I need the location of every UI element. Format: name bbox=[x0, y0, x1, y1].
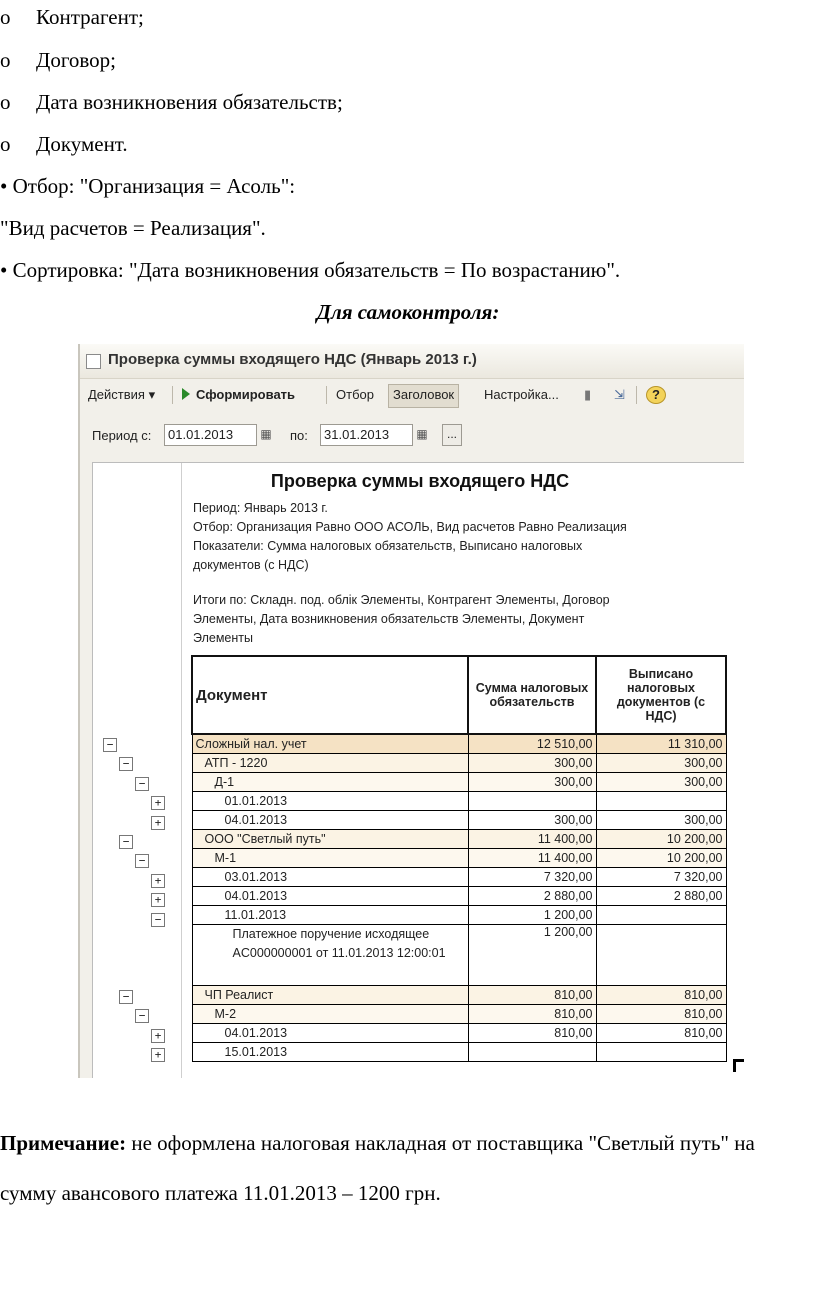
row-issued-cell: 300,00 bbox=[596, 754, 726, 773]
table-corner-marker bbox=[733, 1059, 744, 1072]
intro-item-counterparty: o Контрагент; bbox=[0, 5, 144, 29]
row-document-cell: 04.01.2013 bbox=[192, 887, 468, 906]
row-tax-sum-cell: 810,00 bbox=[468, 986, 596, 1005]
row-issued-cell bbox=[596, 906, 726, 925]
table-row[interactable] bbox=[192, 734, 726, 754]
row-tax-sum-cell bbox=[468, 792, 596, 811]
generate-button[interactable]: Сформировать bbox=[178, 384, 299, 406]
settings-button[interactable]: Настройка... bbox=[484, 387, 559, 402]
period-select-button[interactable]: ... bbox=[442, 424, 462, 446]
row-document-cell: 15.01.2013 bbox=[192, 1043, 468, 1062]
row-tax-sum-cell: 12 510,00 bbox=[468, 734, 596, 754]
row-issued-cell: 11 310,00 bbox=[596, 734, 726, 754]
row-document-cell: 03.01.2013 bbox=[192, 868, 468, 887]
row-document-cell: Платежное поручение исходящее AC000000001 от 11.01.2013 12:00:01 bbox=[192, 925, 468, 986]
table-row[interactable] bbox=[192, 1005, 726, 1024]
report-meta-line: Период: Январь 2013 г. bbox=[193, 501, 328, 515]
report-meta-line: Показатели: Сумма налоговых обязательств, Выписано налоговых bbox=[193, 539, 583, 553]
help-icon[interactable]: ? bbox=[646, 386, 666, 404]
expand-icon[interactable]: + bbox=[151, 816, 165, 830]
collapse-icon[interactable]: − bbox=[135, 854, 149, 868]
row-document-cell: 04.01.2013 bbox=[192, 1024, 468, 1043]
calendar-icon[interactable]: ▦ bbox=[416, 427, 428, 441]
table-row[interactable] bbox=[192, 754, 726, 773]
row-tax-sum-cell: 1 200,00 bbox=[468, 925, 596, 986]
collapse-icon[interactable]: − bbox=[119, 990, 133, 1004]
row-document-cell: ЧП Реалист bbox=[192, 986, 468, 1005]
row-tax-sum-cell: 810,00 bbox=[468, 1005, 596, 1024]
report-icon bbox=[86, 354, 101, 369]
table-row[interactable] bbox=[192, 925, 726, 986]
window-titlebar bbox=[80, 344, 744, 379]
expand-icon[interactable]: + bbox=[151, 874, 165, 888]
row-issued-cell: 10 200,00 bbox=[596, 849, 726, 868]
table-row[interactable] bbox=[192, 906, 726, 925]
report-meta-line: Отбор: Организация Равно ООО АСОЛЬ, Вид расчетов Равно Реализация bbox=[193, 520, 627, 534]
row-document-cell: Сложный нал. учет bbox=[192, 734, 468, 754]
row-issued-cell: 810,00 bbox=[596, 1024, 726, 1043]
row-document-cell: М-2 bbox=[192, 1005, 468, 1024]
intro-item-obligation-date: o Дата возникновения обязательств; bbox=[0, 90, 343, 114]
row-issued-cell: 2 880,00 bbox=[596, 887, 726, 906]
column-header-issued: Выписано налоговых документов (с НДС) bbox=[596, 656, 726, 734]
period-from-input[interactable]: 01.01.2013 bbox=[164, 424, 257, 446]
row-tax-sum-cell: 2 880,00 bbox=[468, 887, 596, 906]
filter-button[interactable]: Отбор bbox=[336, 387, 374, 402]
row-tax-sum-cell bbox=[468, 1043, 596, 1062]
report-table bbox=[191, 655, 727, 1062]
row-issued-cell: 810,00 bbox=[596, 1005, 726, 1024]
report-meta-line: Элементы, Дата возникновения обязательств Элементы, Документ bbox=[193, 612, 585, 626]
report-area bbox=[92, 462, 744, 1078]
intro-item-document: o Документ. bbox=[0, 132, 128, 156]
header-toggle-button[interactable]: Заголовок bbox=[388, 384, 459, 408]
row-issued-cell bbox=[596, 792, 726, 811]
expand-icon[interactable]: + bbox=[151, 796, 165, 810]
period-to-input[interactable]: 31.01.2013 bbox=[320, 424, 413, 446]
row-tax-sum-cell: 300,00 bbox=[468, 773, 596, 792]
toolbar-separator bbox=[326, 386, 327, 404]
expand-icon[interactable]: + bbox=[151, 1029, 165, 1043]
row-issued-cell: 300,00 bbox=[596, 811, 726, 830]
row-document-cell: 11.01.2013 bbox=[192, 906, 468, 925]
report-title: Проверка суммы входящего НДС bbox=[270, 471, 570, 491]
row-document-cell: АТП - 1220 bbox=[192, 754, 468, 773]
note-paragraph bbox=[0, 1118, 800, 1218]
collapse-icon[interactable]: − bbox=[135, 1009, 149, 1023]
self-control-heading: Для самоконтроля: bbox=[316, 300, 500, 324]
collapse-icon[interactable]: − bbox=[103, 738, 117, 752]
period-bar bbox=[80, 422, 744, 450]
toolbar-separator bbox=[636, 386, 637, 404]
toolbar-separator bbox=[172, 386, 173, 404]
table-row[interactable] bbox=[192, 1024, 726, 1043]
row-document-cell: М-1 bbox=[192, 849, 468, 868]
report-meta-line: документов (с НДС) bbox=[193, 558, 309, 572]
grouping-gutter bbox=[93, 463, 182, 1078]
row-tax-sum-cell: 810,00 bbox=[468, 1024, 596, 1043]
row-tax-sum-cell: 1 200,00 bbox=[468, 906, 596, 925]
row-tax-sum-cell: 11 400,00 bbox=[468, 849, 596, 868]
row-issued-cell bbox=[596, 925, 726, 986]
play-icon bbox=[182, 388, 190, 400]
intro-item-contract: o Договор; bbox=[0, 48, 117, 72]
row-issued-cell: 810,00 bbox=[596, 986, 726, 1005]
collapse-icon[interactable]: − bbox=[135, 777, 149, 791]
calc-type-line: "Вид расчетов = Реализация". bbox=[0, 216, 266, 240]
actions-menu[interactable]: Действия ▾ bbox=[88, 387, 156, 402]
save-variant-icon[interactable]: ▮ bbox=[584, 387, 592, 402]
report-rows bbox=[192, 734, 726, 1062]
filter-line: • Отбор: "Организация = Асоль": bbox=[0, 174, 296, 198]
table-row[interactable] bbox=[192, 868, 726, 887]
report-meta-line: Итоги по: Складн. под. облік Элементы, Контрагент Элементы, Договор bbox=[193, 593, 610, 607]
table-row[interactable] bbox=[192, 773, 726, 792]
table-row[interactable] bbox=[192, 792, 726, 811]
note-label: Примечание: bbox=[0, 1131, 127, 1155]
table-row[interactable] bbox=[192, 986, 726, 1005]
table-row[interactable] bbox=[192, 1043, 726, 1062]
expand-icon[interactable]: + bbox=[151, 1048, 165, 1062]
row-tax-sum-cell: 7 320,00 bbox=[468, 868, 596, 887]
collapse-icon[interactable]: − bbox=[119, 835, 133, 849]
collapse-icon[interactable]: − bbox=[151, 913, 165, 927]
table-row[interactable] bbox=[192, 830, 726, 849]
toolbar bbox=[80, 380, 744, 410]
note-text: не оформлена налоговая накладная от поставщика "Светлый путь" на сумму авансового платежа 11.01.2013 – 1200 грн. bbox=[0, 1131, 755, 1205]
row-tax-sum-cell: 11 400,00 bbox=[468, 830, 596, 849]
row-document-cell: 01.01.2013 bbox=[192, 792, 468, 811]
row-document-cell: Д-1 bbox=[192, 773, 468, 792]
calendar-icon[interactable]: ▦ bbox=[260, 427, 272, 441]
window-title: Проверка суммы входящего НДС (Январь 2013 г.) bbox=[108, 351, 477, 368]
row-tax-sum-cell: 300,00 bbox=[468, 754, 596, 773]
column-header-tax-sum: Сумма налоговых обязательств bbox=[468, 656, 596, 734]
report-meta-line: Элементы bbox=[193, 631, 253, 645]
table-row[interactable] bbox=[192, 849, 726, 868]
period-to-label: по: bbox=[290, 428, 308, 443]
row-issued-cell: 10 200,00 bbox=[596, 830, 726, 849]
row-tax-sum-cell: 300,00 bbox=[468, 811, 596, 830]
report-window bbox=[78, 344, 744, 1078]
row-issued-cell: 7 320,00 bbox=[596, 868, 726, 887]
export-icon[interactable]: ⇲ bbox=[614, 387, 625, 402]
sort-line: • Сортировка: "Дата возникновения обязательств = По возрастанию". bbox=[0, 258, 621, 282]
period-from-label: Период с: bbox=[92, 428, 152, 443]
table-row[interactable] bbox=[192, 887, 726, 906]
collapse-icon[interactable]: − bbox=[119, 757, 133, 771]
column-header-document: Документ bbox=[192, 656, 468, 734]
table-row[interactable] bbox=[192, 811, 726, 830]
row-issued-cell bbox=[596, 1043, 726, 1062]
row-document-cell: 04.01.2013 bbox=[192, 811, 468, 830]
expand-icon[interactable]: + bbox=[151, 893, 165, 907]
row-issued-cell: 300,00 bbox=[596, 773, 726, 792]
row-document-cell: ООО "Светлый путь" bbox=[192, 830, 468, 849]
